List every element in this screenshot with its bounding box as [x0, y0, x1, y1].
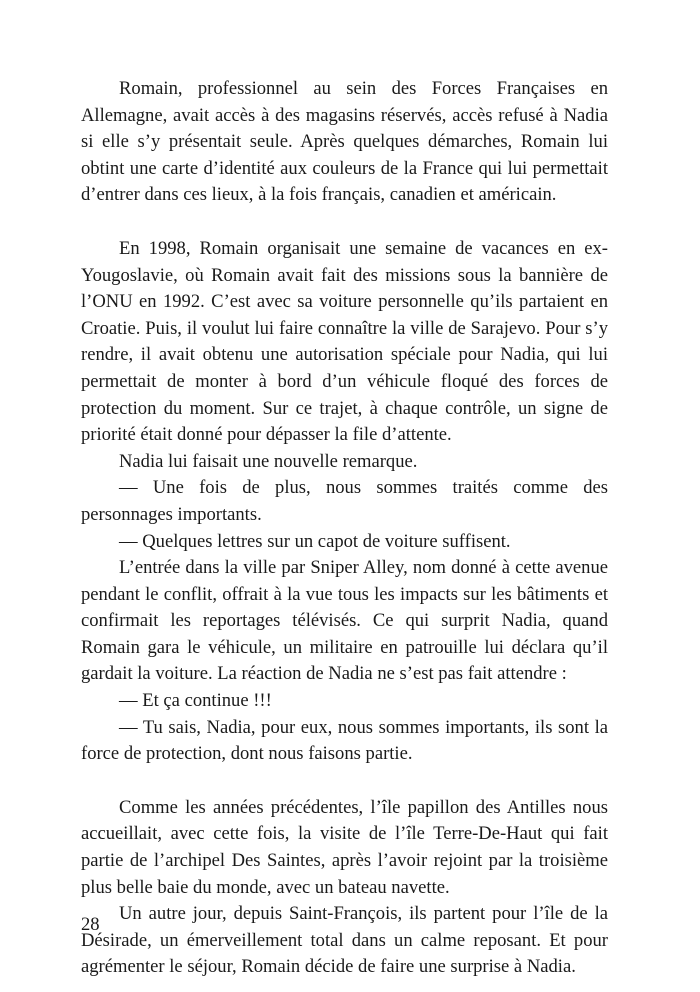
paragraph: Un autre jour, depuis Saint-François, ils partent pour l’île de la Désirade, un émerveillement total dans un calme reposant. Et pour agrémenter le séjour, Romain décide de faire une surprise à Nadia. [81, 903, 608, 978]
body-text [81, 76, 608, 981]
page-number: 28 [81, 914, 100, 935]
dialogue-line: — Tu sais, Nadia, pour eux, nous sommes importants, ils sont la force de protection, dont nous faisons partie. [81, 716, 608, 765]
paragraph: Romain, professionnel au sein des Forces Françaises en Allemagne, avait accès à des magasins réservés, accès refusé à Nadia si elle s’y présentait seule. Après quelques démarches, Romain lui obtint une carte d’identité aux couleurs de la France qui lui permettait d’entrer dans ces lieux, à la fois français, canadien et américain. [81, 78, 608, 206]
paragraph: Nadia lui faisait une nouvelle remarque. [119, 450, 418, 472]
paragraph: En 1998, Romain organisait une semaine de vacances en ex-Yougoslavie, où Romain avait fait des missions sous la bannière de l’ONU en 1992. C’est avec sa voiture personnelle qu’ils partaient en Croatie. Puis, il voulut lui faire connaître la ville de Sarajevo. Pour s’y rendre, il avait obtenu une autorisation spéciale pour Nadia, qui lui permettait de monter à bord d’un véhicule floqué des forces de protection du moment. Sur ce trajet, à chaque contrôle, un signe de priorité était donné pour dépasser la file d’attente. [81, 237, 608, 446]
dialogue-line: — Quelques lettres sur un capot de voiture suffisent. [119, 530, 511, 552]
paragraph: L’entrée dans la ville par Sniper Alley, nom donné à cette avenue pendant le conflit, offrait à la vue tous les impacts sur les bâtiments et confirmait les reportages télévisés. Ce qui surprit Nadia, quand Romain gara le véhicule, un militaire en patrouille lui déclara qu’il gardait la voiture. La réaction de Nadia ne s’est pas fait attendre : [81, 557, 608, 685]
dialogue-line: — Et ça continue !!! [119, 690, 272, 712]
paragraph: Comme les années précédentes, l’île papillon des Antilles nous accueillait, avec cette fois, la visite de l’île Terre-De-Haut qui fait partie de l’archipel Des Saintes, après l’avoir rejoint par la troisième plus belle baie du monde, avec un bateau navette. [81, 796, 608, 898]
dialogue-line: — Une fois de plus, nous sommes traités comme des personnages importants. [81, 477, 608, 525]
